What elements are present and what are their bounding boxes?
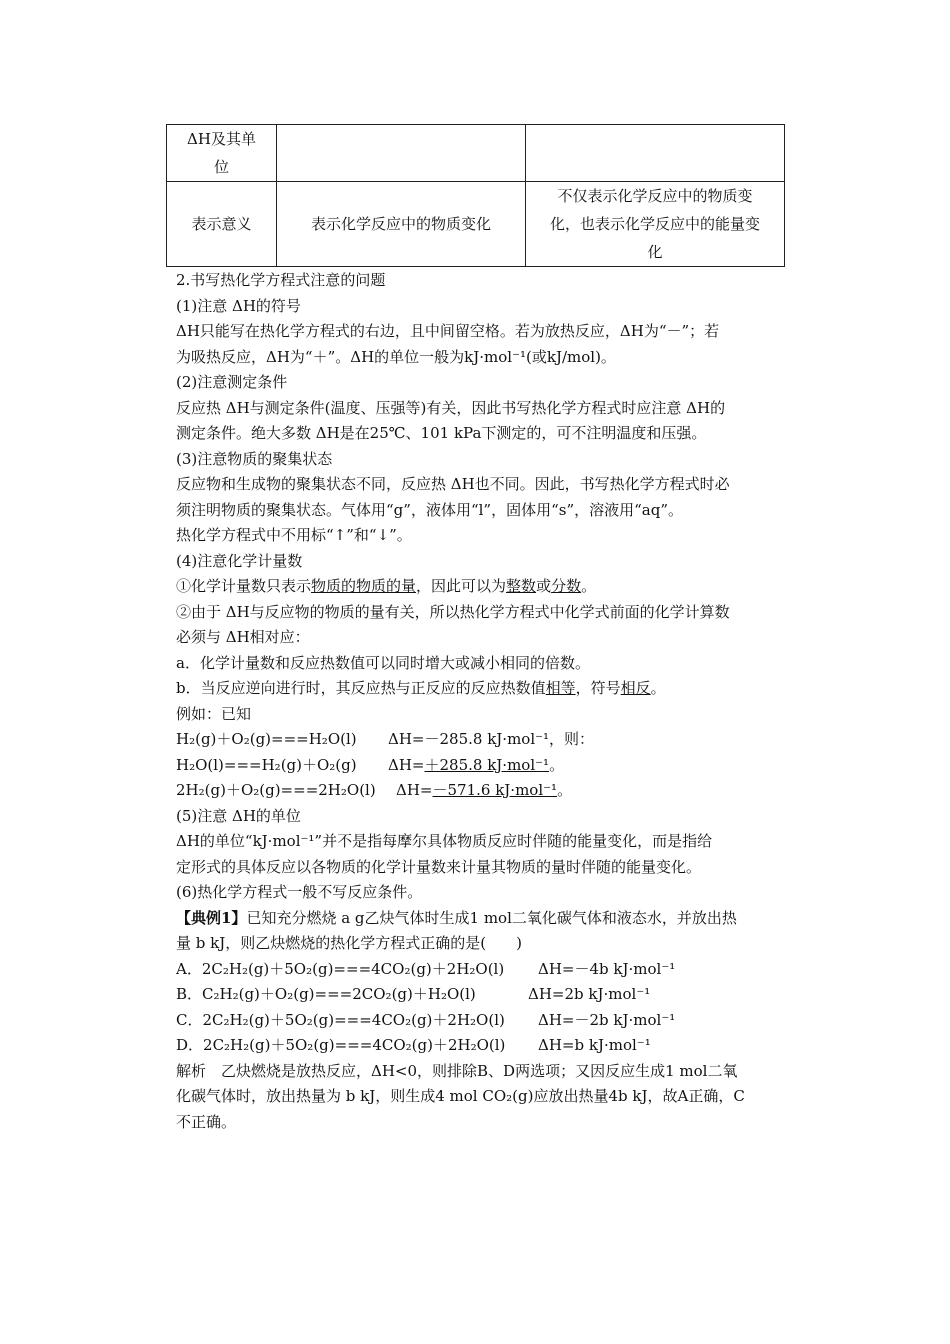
option-enthalpy: ΔH=－2b kJ·mol⁻¹ [538, 1010, 676, 1029]
text-span: 。 [557, 781, 573, 799]
example-tag: 【典例1】 [176, 908, 247, 927]
enthalpy [388, 753, 564, 779]
cell-text: 化 [647, 243, 663, 261]
option-equation: B．C₂H₂(g)＋O₂(g)===2CO₂(g)＋H₂O(l) [176, 985, 476, 1003]
paragraph-line: 热化学方程式中不用标“↑”和“↓”。 [176, 526, 412, 544]
cell-text: 不仅表示化学反应中的物质变 [557, 187, 753, 205]
answer-blank: 相反 [620, 679, 651, 697]
answer-blank: 分数 [551, 577, 582, 595]
equation-line [176, 753, 816, 779]
equation: 2H₂(g)＋O₂(g)===2H₂O(l) [176, 781, 376, 799]
solution-line: 不正确。 [176, 1112, 237, 1131]
option-equation: D．2C₂H₂(g)＋5O₂(g)===4CO₂(g)＋2H₂O(l) [176, 1036, 506, 1054]
paragraph-line: ΔH的单位“kJ·mol⁻¹”并不是指每摩尔具体物质反应时伴随的能量变化，而是指给 [176, 832, 713, 850]
answer-blank: 整数 [506, 577, 537, 595]
option-enthalpy: ΔH=－4b kJ·mol⁻¹ [538, 959, 676, 978]
text-span: ΔH= [388, 755, 425, 774]
answer-blank: 物质的物质的量 [311, 577, 417, 595]
paragraph-line [176, 676, 816, 702]
table-cell: 表示化学反应中的物质变化 [277, 182, 526, 267]
table-cell [526, 182, 785, 267]
paragraph-line: 反应热 ΔH与测定条件(温度、压强等)有关，因此书写热化学方程式时应注意 ΔH的 [176, 398, 726, 417]
text-span: b．当反应逆向进行时，其反应热与正反应的反应热数值 [176, 679, 546, 697]
subsection-title: (2)注意测定条件 [176, 373, 288, 391]
equation: H₂O(l)===H₂(g)＋O₂(g) [176, 755, 357, 774]
question-text: 已知充分燃烧 a g乙炔气体时生成1 mol二氧化碳气体和液态水，并放出热 [246, 908, 737, 927]
text-span: ，符号 [575, 679, 621, 697]
answer-blank: 相等 [545, 679, 576, 697]
option-equation: A．2C₂H₂(g)＋5O₂(g)===4CO₂(g)＋2H₂O(l) [176, 959, 505, 978]
paragraph-line: 反应物和生成物的聚集状态不同，反应热 ΔH也不同。因此，书写热化学方程式时必 [176, 475, 730, 493]
paragraph-line: 定形式的具体反应以各物质的化学计量数来计量其物质的量时伴随的能量变化。 [176, 857, 702, 876]
paragraph-line: 须注明物质的聚集状态。气体用“g”，液体用“l”，固体用“s”，溶液用“aq”。 [176, 500, 683, 519]
paragraph-line: a．化学计量数和反应热数值可以同时增大或减小相同的倍数。 [176, 653, 590, 672]
cell-text: ΔH及其单 [187, 130, 256, 148]
text-span: ΔH= [396, 781, 433, 799]
text-span: 。 [549, 755, 565, 774]
section-title: 2.书写热化学方程式注意的问题 [176, 271, 386, 289]
paragraph-line: 为吸热反应，ΔH为“＋”。ΔH的单位一般为kJ·mol⁻¹(或kJ/mol)。 [176, 347, 616, 366]
enthalpy [396, 778, 572, 804]
comparison-table [166, 124, 785, 267]
equation: H₂(g)＋O₂(g)===H₂O(l) [176, 730, 357, 748]
table-row [167, 125, 785, 182]
text-span: 。 [581, 577, 597, 595]
table-row [167, 182, 785, 267]
option-b [176, 982, 816, 1008]
equation-line [176, 727, 816, 753]
paragraph-line: ΔH只能写在热化学方程式的右边，且中间留空格。若为放热反应，ΔH为“－”；若 [176, 322, 720, 340]
cell-text: 位 [213, 158, 229, 176]
row-header-delta-h [167, 125, 277, 182]
text-span: 。 [650, 679, 666, 697]
cell-text: 化，也表示化学反应中的能量变 [549, 215, 760, 233]
question-line: 量 b kJ，则乙炔燃烧的热化学方程式正确的是( ) [176, 934, 522, 952]
paragraph-line: ②由于 ΔH与反应物的物质的量有关，所以热化学方程式中化学式前面的化学计算数 [176, 602, 730, 621]
subsection-title: (3)注意物质的聚集状态 [176, 449, 333, 468]
equation-line [176, 778, 816, 804]
table-cell [277, 125, 526, 182]
paragraph-line [176, 574, 816, 600]
option-c [176, 1008, 816, 1034]
option-equation: C．2C₂H₂(g)＋5O₂(g)===4CO₂(g)＋2H₂O(l) [176, 1010, 505, 1029]
option-d [176, 1033, 816, 1059]
question-line [176, 906, 816, 932]
enthalpy: ΔH=－285.8 kJ·mol⁻¹，则： [388, 730, 595, 748]
paragraph-line: 测定条件。绝大多数 ΔH是在25℃、101 kPa下测定的，可不注明温度和压强。 [176, 424, 707, 442]
subsection-title: (6)热化学方程式一般不写反应条件。 [176, 883, 423, 901]
row-header-meaning: 表示意义 [167, 182, 277, 267]
option-enthalpy: ΔH=b kJ·mol⁻¹ [538, 1036, 651, 1054]
subsection-title: (1)注意 ΔH的符号 [176, 296, 301, 315]
paragraph-line: 必须与 ΔH相对应： [176, 628, 310, 646]
text-span: ，因此可以为 [416, 577, 507, 595]
table-cell [526, 125, 785, 182]
text-span: 或 [536, 577, 552, 595]
option-a [176, 957, 816, 983]
example-intro: 例如：已知 [176, 704, 252, 723]
text-span: ①化学计量数只表示 [176, 577, 312, 595]
solution-line: 化碳气体时，放出热量为 b kJ，则生成4 mol CO₂(g)应放出热量4b kJ，故A正确，C [176, 1087, 745, 1105]
answer-blank: －571.6 kJ·mol⁻¹ [432, 781, 558, 799]
option-enthalpy: ΔH=2b kJ·mol⁻¹ [528, 985, 651, 1003]
subsection-title: (5)注意 ΔH的单位 [176, 806, 301, 825]
answer-blank: ＋285.8 kJ·mol⁻¹ [424, 755, 550, 774]
subsection-title: (4)注意化学计量数 [176, 551, 303, 570]
solution-line: 解析 乙炔燃烧是放热反应，ΔH<0，则排除B、D两选项；又因反应生成1 mol二氧 [176, 1061, 738, 1080]
main-text [176, 268, 816, 1135]
